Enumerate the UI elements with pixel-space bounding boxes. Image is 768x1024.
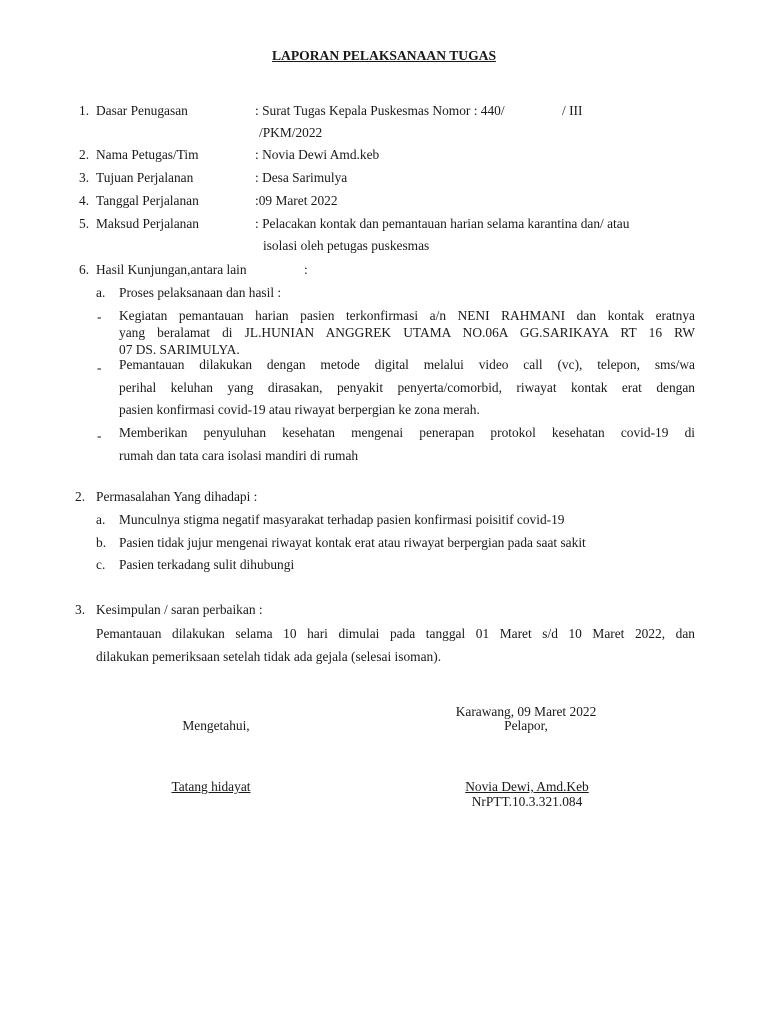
bullet-line: pasien konfirmasi covid-19 atau riwayat berpergian ke zona merah.	[119, 402, 480, 417]
section-heading: Hasil Kunjungan,antara lain	[96, 262, 247, 277]
bullet-dash: -	[97, 360, 102, 375]
bullet-item	[119, 307, 695, 358]
field-label: Maksud Perjalanan	[96, 216, 200, 231]
right-signatory-name: Novia Dewi, Amd.Keb	[465, 779, 589, 794]
field-value: : Pelacakan kontak dan pemantauan harian selama karantina dan/ atau	[255, 216, 630, 231]
item-marker: a.	[96, 512, 106, 527]
field-value: :09 Maret 2022	[255, 193, 338, 208]
bullet-dash: -	[97, 428, 102, 443]
field-number: 2.	[79, 147, 90, 162]
section-heading: Permasalahan Yang dihadapi :	[96, 489, 258, 504]
bullet-line: Memberikan penyuluhan kesehatan mengenai penerapan protokol kesehatan covid-19 di	[119, 425, 695, 440]
section-number: 3.	[75, 602, 86, 617]
list-item: Pasien terkadang sulit dihubungi	[119, 557, 295, 572]
left-role: Mengetahui,	[182, 718, 250, 733]
right-role: Pelapor,	[504, 718, 548, 733]
field-value: : Surat Tugas Kepala Puskesmas Nomor : 440/	[255, 103, 505, 118]
list-item: Munculnya stigma negatif masyarakat terhadap pasien konfirmasi poisitif covid-19	[119, 512, 565, 527]
bullet-line: Kegiatan pemantauan harian pasien terkonfirmasi a/n NENI RAHMANI dan kontak eratnya	[119, 308, 695, 323]
item-marker: b.	[96, 535, 107, 550]
left-signatory-name: Tatang hidayat	[171, 779, 251, 794]
field-value: : Desa Sarimulya	[255, 170, 348, 185]
paragraph-line: dilakukan pemeriksaan setelah tidak ada gejala (selesai isoman).	[96, 648, 442, 664]
list-item: Pasien tidak jujur mengenai riwayat kontak erat atau riwayat berpergian pada saat sakit	[119, 535, 586, 550]
report-title: LAPORAN PELAKSANAAN TUGAS	[271, 48, 497, 63]
bullet-line: Pemantauan dilakukan dengan metode digital melalui video call (vc), telepon, sms/wa	[119, 357, 695, 372]
field-value-continued: /PKM/2022	[259, 125, 323, 140]
bullet-item	[119, 354, 695, 422]
sub-heading: Proses pelaksanaan dan hasil :	[119, 285, 282, 300]
bullet-item	[119, 422, 695, 467]
item-marker: c.	[96, 557, 106, 572]
bullet-line: 07 DS. SARIMULYA.	[119, 342, 240, 357]
section-number: 6.	[79, 262, 90, 277]
kesimpulan-text	[96, 623, 695, 668]
bullet-line: perihal keluhan yang dirasakan, penyakit penyerta/comorbid, riwayat kontak erat dengan	[119, 379, 695, 395]
bullet-line: rumah dan tata cara isolasi mandiri di rumah	[119, 447, 359, 463]
bullet-dash: -	[97, 309, 102, 324]
section-number: 2.	[75, 489, 86, 504]
field-label: Tanggal Perjalanan	[96, 193, 199, 208]
sub-marker: a.	[96, 285, 106, 300]
section-heading: Kesimpulan / saran perbaikan :	[96, 602, 263, 617]
right-signatory-id: NrPTT.10.3.321.084	[471, 794, 583, 809]
field-number: 5.	[79, 216, 90, 231]
field-label: Dasar Penugasan	[96, 103, 188, 118]
field-number: 1.	[79, 103, 90, 118]
field-value-extra: / III	[562, 103, 583, 118]
field-number: 3.	[79, 170, 90, 185]
field-number: 4.	[79, 193, 90, 208]
field-value-continued: isolasi oleh petugas puskesmas	[263, 238, 430, 253]
field-label: Nama Petugas/Tim	[96, 147, 199, 162]
field-label: Tujuan Perjalanan	[96, 170, 194, 185]
section-colon: :	[304, 262, 308, 277]
place-date: Karawang, 09 Maret 2022	[455, 704, 597, 719]
field-value: : Novia Dewi Amd.keb	[255, 147, 380, 162]
paragraph-line: Pemantauan dilakukan selama 10 hari dimulai pada tanggal 01 Maret s/d 10 Maret 2022, dan	[96, 626, 695, 641]
bullet-line: yang beralamat di JL.HUNIAN ANGGREK UTAMA NO.06A GG.SARIKAYA RT 16 RW	[119, 325, 695, 340]
